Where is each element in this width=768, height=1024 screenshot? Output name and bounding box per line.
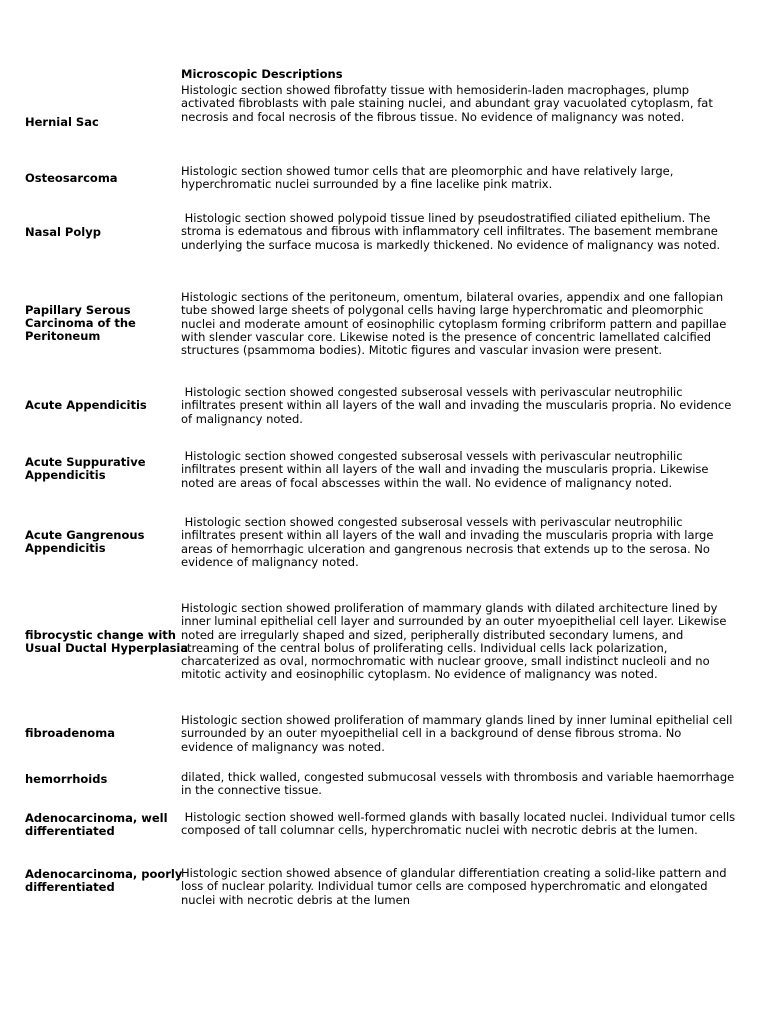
entry-label-osteosarcoma: Osteosarcoma	[25, 171, 118, 185]
entry-description-acute-appendicitis: Histologic section showed congested subserosal vessels with perivascular neutrophilic infiltrates present within all layers of the wall and invading the muscularis propria. No evidence of malignancy noted.	[181, 385, 732, 426]
entry-description-fibrocystic-change: Histologic section showed proliferation of mammary glands with dilated architecture lined by inner luminal epithelial cell layer and surrounded by an outer myoepithelial cell layer. Likewise noted are irregularly shaped and sized, peripherally distributed secondary lumens, and streaming of the central bolus of proliferating cells. Individual cells lack polarization, charcaterized as oval, normochromatic with nuclear groove, small indistinct nucleoli and no mitotic activity and eosinophilic cytoplasm. No evidence of malignancy was noted.	[181, 601, 727, 682]
entry-description-nasal-polyp: Histologic section showed polypoid tissue lined by pseudostratified ciliated epithelium. The stroma is edematous and fibrous with inflammatory cell infiltrates. The basement membrane underlying the surface mucosa is markedly thickened. No evidence of malignancy was noted.	[181, 211, 721, 252]
section-header: Microscopic Descriptions	[181, 67, 343, 81]
entry-label-hemorrhoids: hemorrhoids	[25, 772, 108, 786]
entry-label-hernial-sac: Hernial Sac	[25, 115, 99, 129]
entry-description-acute-gangrenous-appendicitis: Histologic section showed congested subserosal vessels with perivascular neutrophilic infiltrates present within all layers of the wall and invading the muscularis propria with large areas of hemorrhagic ulceration and gangrenous necrosis that extends up to the serosa. No evidence of malignancy noted.	[181, 515, 714, 569]
entry-label-fibrocystic-change: fibrocystic change with Usual Ductal Hyperplasia	[25, 628, 189, 655]
entry-description-acute-suppurative-appendicitis: Histologic section showed congested subserosal vessels with perivascular neutrophilic infiltrates present within all layers of the wall and invading the muscularis propria. Likewise noted are areas of focal abscesses within the wall. No evidence of malignancy noted.	[181, 449, 709, 490]
entry-description-osteosarcoma: Histologic section showed tumor cells that are pleomorphic and have relatively large, hyperchromatic nuclei surrounded by a fine lacelike pink matrix.	[181, 164, 674, 192]
entry-description-adenocarcinoma-well: Histologic section showed well-formed glands with basally located nuclei. Individual tumor cells composed of tall columnar cells, hyperchromatic nuclei with necrotic debris at the lumen.	[181, 810, 736, 838]
entry-description-hemorrhoids: dilated, thick walled, congested submucosal vessels with thrombosis and variable haemorrhage in the connective tissue.	[181, 770, 735, 798]
entry-label-acute-gangrenous-appendicitis: Acute Gangrenous Appendicitis	[25, 528, 145, 555]
entry-label-fibroadenoma: fibroadenoma	[25, 726, 115, 740]
entry-description-fibroadenoma: Histologic section showed proliferation of mammary glands lined by inner luminal epithelial cell surrounded by an outer myoepithelial cell in a background of dense fibrous stroma. No evidence of malignancy was noted.	[181, 713, 733, 754]
entry-label-nasal-polyp: Nasal Polyp	[25, 225, 101, 239]
entry-description-hernial-sac: Histologic section showed fibrofatty tissue with hemosiderin-laden macrophages, plump activated fibroblasts with pale staining nuclei, and abundant gray vacuolated cytoplasm, fat necrosis and focal necrosis of the fibrous tissue. No evidence of malignancy was noted.	[181, 83, 713, 124]
entry-label-acute-appendicitis: Acute Appendicitis	[25, 398, 147, 412]
entry-description-papillary-serous-carcinoma: Histologic sections of the peritoneum, omentum, bilateral ovaries, appendix and one fallopian tube showed large sheets of polygonal cells having large hyperchromatic and pleomorphic nuclei and moderate amount of eosinophilic cytoplasm forming cribriform pattern and papillae with slender vascular core. Likewise noted is the presence of concentric lamellated calcified structures (psammoma bodies). Mitotic figures and vascular invasion were present.	[181, 290, 727, 358]
entry-label-acute-suppurative-appendicitis: Acute Suppurative Appendicitis	[25, 455, 146, 482]
entry-label-adenocarcinoma-well: Adenocarcinoma, well differentiated	[25, 811, 168, 838]
entry-label-papillary-serous-carcinoma: Papillary Serous Carcinoma of the Peritoneum	[25, 303, 136, 343]
entry-description-adenocarcinoma-poorly: Histologic section showed absence of glandular differentiation creating a solid-like pattern and loss of nuclear polarity. Individual tumor cells are composed hyperchromatic and elongated nuclei with necrotic debris at the lumen	[181, 866, 727, 907]
entry-label-adenocarcinoma-poorly: Adenocarcinoma, poorly differentiated	[25, 867, 183, 894]
